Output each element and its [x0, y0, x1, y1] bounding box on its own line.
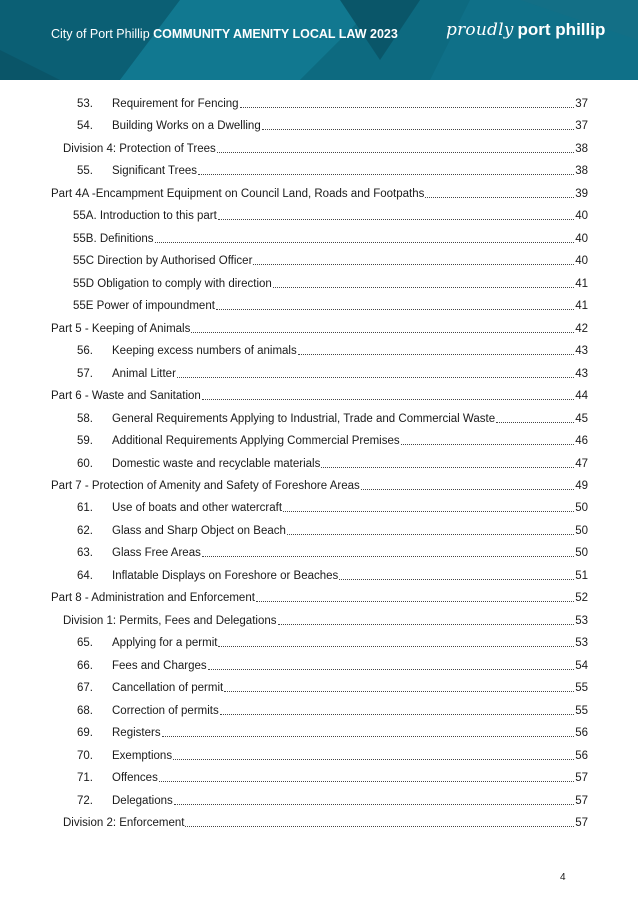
toc-entry[interactable] — [77, 545, 588, 561]
toc-dot-leader — [262, 118, 574, 130]
toc-dot-leader — [217, 141, 574, 153]
toc-entry-page: 57 — [575, 772, 588, 784]
toc-entry-page: 42 — [575, 323, 588, 335]
toc-entry-number: 59. — [77, 435, 93, 447]
toc-entry[interactable] — [51, 478, 588, 494]
toc-entry-page: 55 — [575, 705, 588, 717]
toc-entry[interactable] — [77, 366, 588, 382]
toc-entry-title: Glass and Sharp Object on Beach — [112, 525, 286, 537]
toc-entry-page: 50 — [575, 525, 588, 537]
toc-entry[interactable] — [73, 276, 588, 292]
toc-dot-leader — [216, 298, 574, 310]
toc-entry-page: 52 — [575, 592, 588, 604]
toc-dot-leader — [173, 748, 574, 760]
toc-entry-number: 65. — [77, 637, 93, 649]
toc-entry[interactable] — [77, 703, 588, 719]
toc-entry-number: 54. — [77, 120, 93, 132]
toc-entry-page: 53 — [575, 615, 588, 627]
toc-dot-leader — [253, 253, 574, 265]
toc-entry-number: 68. — [77, 705, 93, 717]
toc-dot-leader — [339, 568, 574, 580]
toc-entry-page: 44 — [575, 390, 588, 402]
toc-entry[interactable] — [77, 680, 588, 696]
toc-entry[interactable] — [77, 118, 588, 134]
toc-entry-number: 55. — [77, 165, 93, 177]
toc-entry-title: 55D Obligation to comply with direction — [73, 278, 272, 290]
toc-dot-leader — [425, 186, 574, 198]
toc-entry-page: 37 — [575, 98, 588, 110]
toc-entry-title: Division 2: Enforcement — [63, 817, 185, 829]
toc-entry[interactable] — [51, 186, 588, 202]
toc-dot-leader — [298, 343, 574, 355]
toc-entry[interactable] — [77, 635, 588, 651]
toc-entry-page: 55 — [575, 682, 588, 694]
toc-entry-number: 67. — [77, 682, 93, 694]
toc-dot-leader — [218, 208, 574, 220]
toc-entry[interactable] — [63, 141, 588, 157]
toc-entry-number: 61. — [77, 502, 93, 514]
toc-dot-leader — [202, 545, 574, 557]
toc-dot-leader — [198, 163, 574, 175]
toc-entry-title: Part 8 - Administration and Enforcement — [51, 592, 255, 604]
toc-entry-title: 55A. Introduction to this part — [73, 210, 217, 222]
toc-entry-page: 41 — [575, 300, 588, 312]
toc-dot-leader — [208, 658, 575, 670]
toc-entry-title: Applying for a permit — [112, 637, 218, 649]
toc-entry[interactable] — [77, 658, 588, 674]
toc-entry-page: 54 — [575, 660, 588, 672]
toc-entry-title: Use of boats and other watercraft — [112, 502, 283, 514]
toc-entry-page: 47 — [575, 458, 588, 470]
toc-entry-title: Exemptions — [112, 750, 173, 762]
toc-entry-title: Keeping excess numbers of animals — [112, 345, 297, 357]
toc-dot-leader — [202, 388, 574, 400]
toc-entry-title: 55C Direction by Authorised Officer — [73, 255, 253, 267]
toc-entry-number: 64. — [77, 570, 93, 582]
toc-entry-page: 56 — [575, 727, 588, 739]
toc-entry-title: General Requirements Applying to Industrial, Trade and Commercial Waste — [112, 413, 496, 425]
toc-entry-title: Part 4A -Encampment Equipment on Council Land, Roads and Footpaths — [51, 188, 425, 200]
toc-dot-leader — [162, 725, 575, 737]
toc-entry-page: 57 — [575, 795, 588, 807]
toc-entry-page: 37 — [575, 120, 588, 132]
header-title — [51, 27, 398, 41]
toc-entry-page: 40 — [575, 210, 588, 222]
toc-entry-page: 50 — [575, 502, 588, 514]
toc-entry-title: Part 5 - Keeping of Animals — [51, 323, 191, 335]
toc-dot-leader — [496, 411, 574, 423]
toc-entry-page: 56 — [575, 750, 588, 762]
toc-entry-title: Significant Trees — [112, 165, 198, 177]
toc-dot-leader — [174, 793, 574, 805]
toc-entry-number: 72. — [77, 795, 93, 807]
toc-entry-title: 55B. Definitions — [73, 233, 154, 245]
toc-dot-leader — [401, 433, 575, 445]
toc-dot-leader — [177, 366, 574, 378]
toc-dot-leader — [185, 815, 574, 827]
toc-entry-page: 39 — [575, 188, 588, 200]
toc-entry[interactable] — [77, 96, 588, 112]
toc-entry[interactable] — [77, 433, 588, 449]
toc-dot-leader — [321, 456, 574, 468]
toc-entry[interactable] — [73, 208, 588, 224]
toc-dot-leader — [361, 478, 574, 490]
toc-entry-title: Delegations — [112, 795, 173, 807]
toc-entry-title: Cancellation of permit — [112, 682, 224, 694]
toc-entry-page: 46 — [575, 435, 588, 447]
toc-entry[interactable] — [51, 388, 588, 404]
toc-entry-page: 57 — [575, 817, 588, 829]
toc-dot-leader — [191, 321, 574, 333]
toc-entry[interactable] — [77, 411, 588, 427]
toc-dot-leader — [273, 276, 574, 288]
toc-entry-title: Glass Free Areas — [112, 547, 201, 559]
toc-entry-page: 41 — [575, 278, 588, 290]
toc-entry-page: 38 — [575, 143, 588, 155]
toc-entry-number: 62. — [77, 525, 93, 537]
toc-entry[interactable] — [77, 500, 588, 516]
toc-dot-leader — [218, 635, 574, 647]
toc-entry-number: 63. — [77, 547, 93, 559]
toc-entry[interactable] — [77, 163, 588, 179]
toc-entry-title: Animal Litter — [112, 368, 176, 380]
toc-entry-page: 43 — [575, 368, 588, 380]
toc-entry-title: Building Works on a Dwelling — [112, 120, 261, 132]
toc-dot-leader — [155, 231, 575, 243]
toc-entry-number: 57. — [77, 368, 93, 380]
toc-entry[interactable] — [73, 298, 588, 314]
toc-entry-page: 45 — [575, 413, 588, 425]
toc-entry[interactable] — [77, 793, 588, 809]
toc-entry-page: 50 — [575, 547, 588, 559]
toc-entry-title: Division 4: Protection of Trees — [63, 143, 216, 155]
toc-entry[interactable] — [63, 613, 588, 629]
toc-entry-title: Fees and Charges — [112, 660, 207, 672]
toc-entry-page: 40 — [575, 255, 588, 267]
toc-entry[interactable] — [77, 343, 588, 359]
toc-entry[interactable] — [51, 321, 588, 337]
toc-dot-leader — [278, 613, 575, 625]
toc-entry-page: 38 — [575, 165, 588, 177]
toc-entry-title: Part 6 - Waste and Sanitation — [51, 390, 201, 402]
toc-entry[interactable] — [77, 770, 588, 786]
logo-script-text: proudly — [446, 20, 514, 40]
toc-entry-page: 51 — [575, 570, 588, 582]
toc-entry[interactable] — [63, 815, 588, 831]
header-title-prefix: City of Port Phillip — [51, 27, 154, 41]
toc-dot-leader — [283, 500, 574, 512]
toc-entry-title: Requirement for Fencing — [112, 98, 239, 110]
toc-entry-page: 43 — [575, 345, 588, 357]
toc-dot-leader — [220, 703, 574, 715]
toc-entry-title: Inflatable Displays on Foreshore or Beaches — [112, 570, 339, 582]
toc-entry-number: 70. — [77, 750, 93, 762]
toc-dot-leader — [159, 770, 574, 782]
toc-entry-number: 71. — [77, 772, 93, 784]
toc-entry-page: 49 — [575, 480, 588, 492]
toc-entry-title: Offences — [112, 772, 158, 784]
toc-entry-page: 40 — [575, 233, 588, 245]
page-header — [0, 0, 638, 80]
toc-entry[interactable] — [77, 748, 588, 764]
toc-dot-leader — [240, 96, 575, 108]
toc-dot-leader — [287, 523, 574, 535]
toc-entry-title: Division 1: Permits, Fees and Delegations — [63, 615, 277, 627]
logo-brand-text: port phillip — [517, 20, 606, 39]
toc-entry[interactable] — [51, 590, 588, 606]
council-logo — [446, 20, 605, 40]
toc-entry-title: Domestic waste and recyclable materials — [112, 458, 321, 470]
toc-entry[interactable] — [77, 725, 588, 741]
toc-entry[interactable] — [73, 253, 588, 269]
toc-entry-title: Correction of permits — [112, 705, 219, 717]
toc-dot-leader — [256, 590, 574, 602]
toc-entry-number: 53. — [77, 98, 93, 110]
toc-entry-number: 58. — [77, 413, 93, 425]
toc-entry-title: Part 7 - Protection of Amenity and Safety of Foreshore Areas — [51, 480, 360, 492]
toc-entry-number: 56. — [77, 345, 93, 357]
toc-entry-title: Additional Requirements Applying Commercial Premises — [112, 435, 400, 447]
toc-entry[interactable] — [77, 456, 588, 472]
toc-entry-number: 60. — [77, 458, 93, 470]
toc-entry[interactable] — [73, 231, 588, 247]
toc-entry-page: 53 — [575, 637, 588, 649]
header-title-bold: COMMUNITY AMENITY LOCAL LAW 2023 — [153, 27, 398, 41]
page-number: 4 — [560, 872, 566, 883]
toc-entry-title: Registers — [112, 727, 161, 739]
toc-entry-number: 66. — [77, 660, 93, 672]
toc-entry-number: 69. — [77, 727, 93, 739]
toc-entry-title: 55E Power of impoundment — [73, 300, 215, 312]
toc-entry[interactable] — [77, 568, 588, 584]
toc-entry[interactable] — [77, 523, 588, 539]
toc-dot-leader — [224, 680, 574, 692]
